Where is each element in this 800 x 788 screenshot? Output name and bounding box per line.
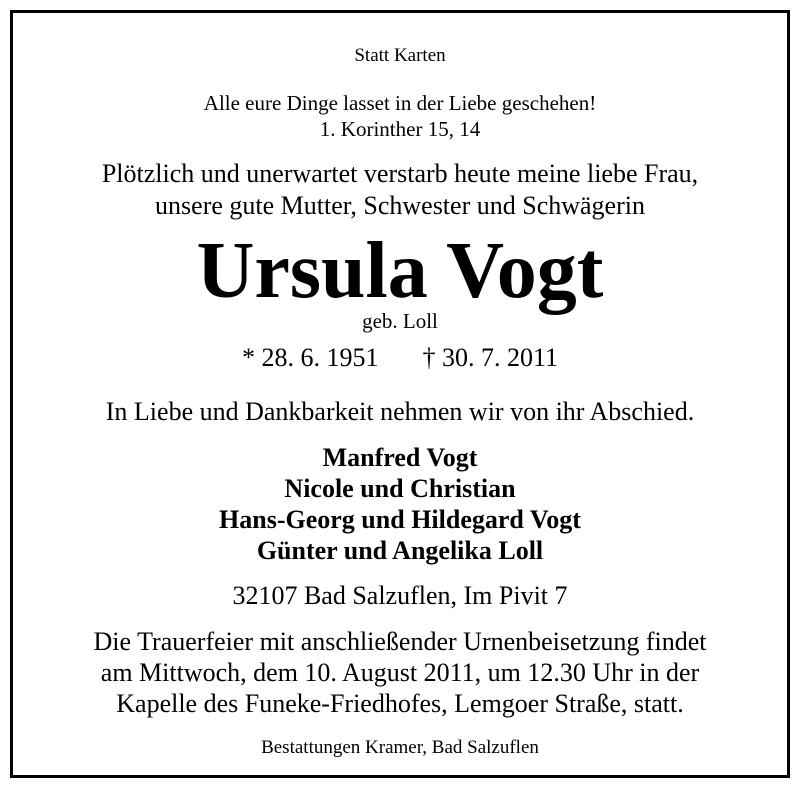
mourner-name: Nicole und Christian — [284, 474, 516, 503]
obituary-notice — [10, 10, 790, 778]
mourner-name: Hans-Georg und Hildegard Vogt — [219, 505, 581, 534]
bible-verse: Alle eure Dinge lasset in der Liebe geschehen! — [203, 91, 597, 115]
intro-line-2: unsere gute Mutter, Schwester und Schwägerin — [155, 191, 645, 220]
deceased-name: Ursula Vogt — [196, 227, 604, 315]
death-date: † 30. 7. 2011 — [422, 343, 559, 372]
undertaker-text: Bestattungen Kramer, Bad Salzuflen — [261, 737, 539, 758]
family-address: 32107 Bad Salzuflen, Im Pivit 7 — [232, 581, 568, 610]
farewell-text: In Liebe und Dankbarkeit nehmen wir von ihr Abschied. — [105, 397, 695, 426]
maiden-name: geb. Loll — [362, 309, 438, 333]
bible-reference: 1. Korinther 15, 14 — [319, 117, 481, 141]
intro-line-1: Plötzlich und unerwartet verstarb heute meine liebe Frau, — [101, 159, 699, 188]
birth-date: * 28. 6. 1951 — [241, 343, 379, 372]
mourner-name: Günter und Angelika Loll — [256, 536, 544, 565]
funeral-info-line-3: Kapelle des Funeke-Friedhofes, Lemgoer Straße, statt. — [116, 689, 684, 718]
funeral-info-line-1: Die Trauerfeier mit anschließender Urnenbeisetzung findet — [93, 627, 707, 656]
mourner-name: Manfred Vogt — [322, 443, 478, 472]
life-dates — [13, 343, 787, 373]
header-text: Statt Karten — [354, 45, 446, 66]
funeral-info-line-2: am Mittwoch, dem 10. August 2011, um 12.30 Uhr in der — [100, 658, 700, 687]
